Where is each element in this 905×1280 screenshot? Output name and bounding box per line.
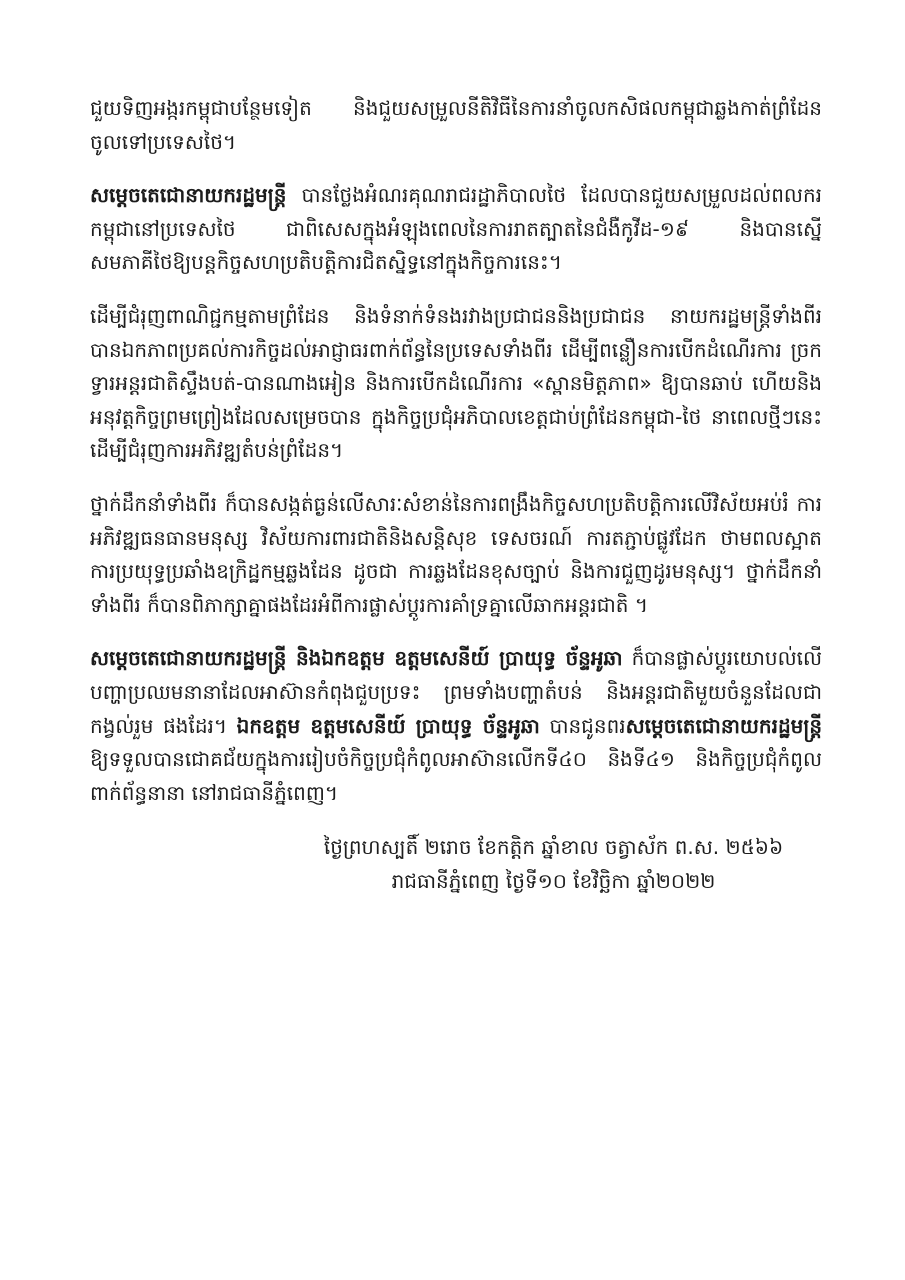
- paragraph: [90, 642, 822, 810]
- lunar-date-line: ថ្ងៃព្រហស្បតិ៍ ២រោច ខែកត្តិក ឆ្នាំខាល ចត្វាស័ក ព.ស. ២៥៦៦: [323, 835, 784, 860]
- text-segment: ថ្នាក់ដឹកនាំទាំងពីរ ក៏បានសង្កត់ធ្ងន់លើសារៈសំខាន់នៃការពង្រឹងកិច្ចសហប្រតិបត្តិការលើវិស័យអប់រំ ការអភិវឌ្ឍធនធានមនុស្ស វិស័យការពារជាតិនិងសន្តិសុខ ទេសចរណ៍ ការតភ្ជាប់ផ្លូវដែក ថាមពលស្អាត ការប្រយុទ្ធប្រឆាំងឧក្រិដ្ឋកម្មឆ្លងដែន ដូចជា ការឆ្លងដែនខុសច្បាប់ និងការជួញដូរមនុស្ស។ ថ្នាក់ដឹកនាំទាំងពីរ ក៏បានពិភាក្សាគ្នាផងដែរអំពីការផ្លាស់ប្តូរការគាំទ្រគ្នាលើឆាកអន្តរជាតិ ។: [90, 491, 822, 617]
- text-segment: ជួយទិញអង្ករកម្ពុជាបន្ថែមទៀត និងជួយសម្រួលនីតិវិធីនៃការនាំចូលកសិផលកម្ពុជាឆ្លងកាត់ព្រំដែន ចូលទៅប្រទេសថៃ។: [90, 96, 822, 154]
- text-segment-bold: ឯកឧត្តម ឧត្តមសេនីយ៍ ប្រាយុទ្ធ ច័ន្ទអូឆា: [236, 713, 540, 738]
- dateline-block: [285, 830, 822, 898]
- text-segment: បានជូនពរ: [539, 713, 626, 738]
- text-segment: ឱ្យទទួលបានជោគជ័យក្នុងការរៀបចំកិច្ចប្រជុំកំពូលអាស៊ានលើកទី៤០ និងទី៤១ និងកិច្ចប្រជុំកំពូលពាក់ព័ន្ធនានា នៅរាជធានីភ្នំពេញ។: [90, 747, 822, 805]
- document-body: [90, 92, 822, 898]
- paragraph: [90, 179, 822, 280]
- paragraph: [90, 92, 822, 159]
- gregorian-date-line: រាជធានីភ្នំពេញ ថ្ងៃទី១០ ខែវិច្ឆិកា ឆ្នាំ២០២២: [391, 869, 716, 894]
- text-segment: បានថ្លែងអំណរគុណរាជរដ្ឋាភិបាលថៃ ដែលបានជួយសម្រួលដល់ពលករកម្ពុជានៅប្រទេសថៃ ជាពិសេសក្នុងអំឡុងពេលនៃការរាតត្បាតនៃជំងឺកូវីដ-១៩ និងបានស្នើសមភាគីថៃឱ្យបន្តកិច្ចសហប្រតិបត្តិការជិតស្និទ្ធនៅក្នុងកិច្ចការនេះ។: [90, 183, 822, 275]
- paragraph: [90, 488, 822, 622]
- text-segment-bold: សម្តេចតេជោនាយករដ្ឋមន្ត្រី: [90, 183, 287, 208]
- text-segment-bold: សម្តេចតេជោនាយករដ្ឋមន្ត្រី: [625, 713, 823, 738]
- text-segment: ក៏បានផ្លាស់ប្តូរយោបល់លើបញ្ហាប្រឈមនានាដែលអាស៊ានកំពុងជួបប្រទះ ព្រមទាំងបញ្ហាតំបន់ និងអន្តរជាតិមួយចំនួនដែលជាកង្វល់រួម ផងដែរ។: [90, 646, 822, 738]
- paragraph: [90, 300, 822, 468]
- text-segment-bold: សម្តេចតេជោនាយករដ្ឋមន្ត្រី និងឯកឧត្តម ឧត្តមសេនីយ៍ ប្រាយុទ្ធ ច័ន្ទអូឆា: [90, 646, 623, 671]
- text-segment: ដើម្បីជំរុញពាណិជ្ជកម្មតាមព្រំដែន និងទំនាក់ទំនងរវាងប្រជាជននិងប្រជាជន នាយករដ្ឋមន្ត្រីទាំងពីរ បានឯកភាពប្រគល់ការកិច្ចដល់អាជ្ញាធរពាក់ព័ន្ធនៃប្រទេសទាំងពីរ ដើម្បីពន្លឿនការបើកដំណើរការ ច្រកទ្វារអន្តរជាតិស្ទឹងបត់-បានណាងអៀន និងការបើកដំណើរការ «ស្ពានមិត្តភាព» ឱ្យបានឆាប់ ហើយនិងអនុវត្តកិច្ចព្រមព្រៀងដែលសម្រេចបាន ក្នុងកិច្ចប្រជុំអភិបាលខេត្តជាប់ព្រំដែនកម្ពុជា-ថៃ នាពេលថ្មីៗនេះ ដើម្បីជំរុញការអភិវឌ្ឍតំបន់ព្រំដែន។: [90, 303, 822, 463]
